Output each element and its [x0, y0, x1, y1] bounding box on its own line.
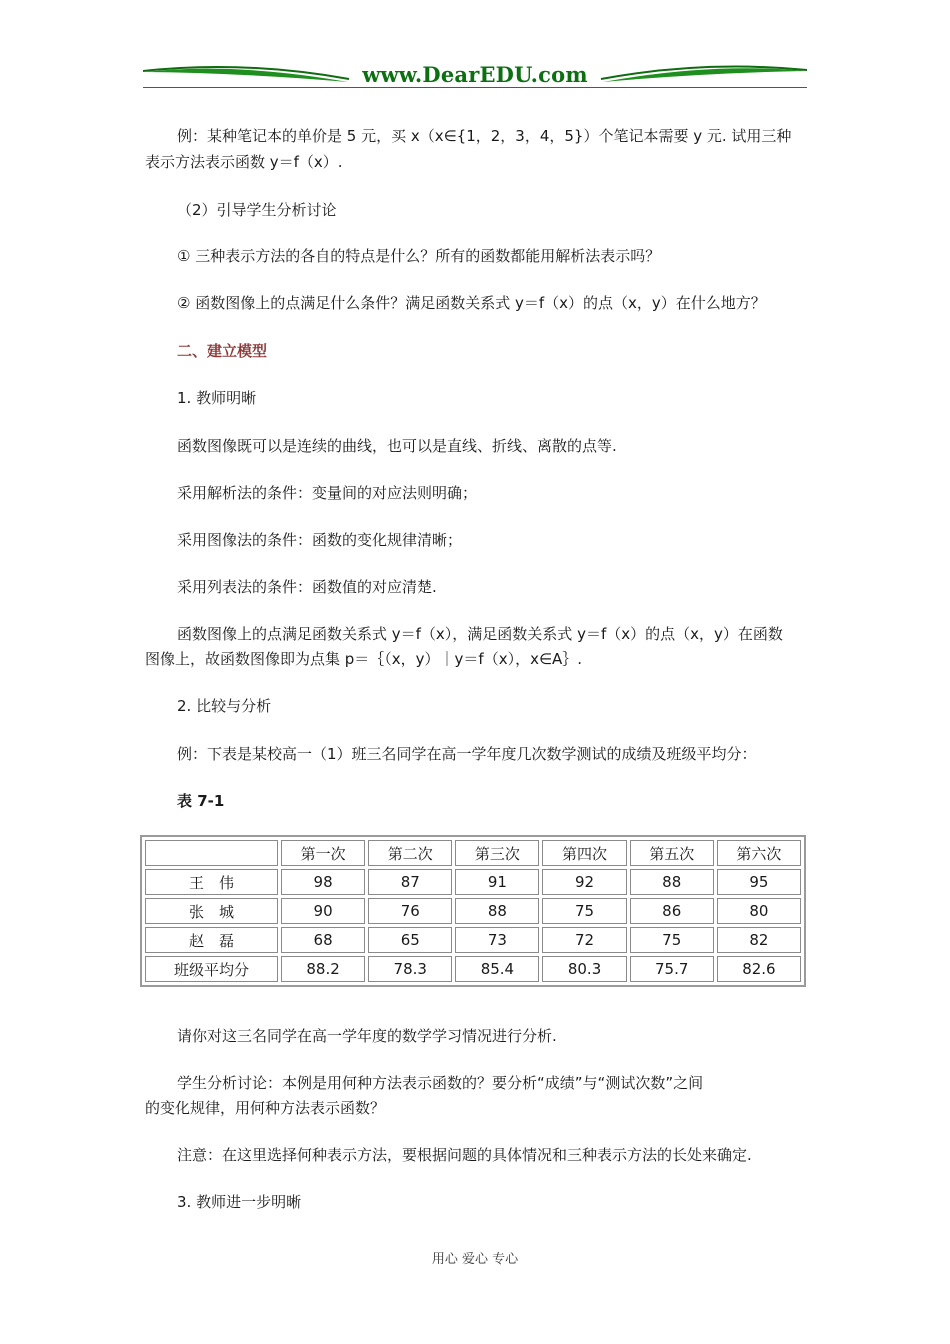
score-cell: 88 — [630, 869, 714, 895]
score-cell: 86 — [630, 898, 714, 924]
discussion-line-1: 学生分析讨论：本例是用何种方法表示函数的？要分析“成绩”与“测试次数”之间 — [177, 1074, 704, 1092]
average-cell: 78.3 — [368, 956, 452, 982]
average-cell: 82.6 — [717, 956, 801, 982]
site-logo-text[interactable]: www.DearEDU.com — [362, 62, 588, 87]
paragraph-analytic-condition: 采用解析法的条件：变量间的对应法则明确； — [177, 484, 478, 502]
table-header-cell: 第一次 — [281, 840, 365, 866]
table-header-row — [145, 840, 801, 866]
score-cell: 90 — [281, 898, 365, 924]
table-header-cell: 第五次 — [630, 840, 714, 866]
discussion-line-2: 的变化规律，用何种方法表示函数？ — [145, 1099, 386, 1117]
score-table — [140, 835, 806, 987]
header-rule — [143, 87, 807, 88]
row-label: 王 伟 — [145, 869, 278, 895]
paragraph-table-condition: 采用列表法的条件：函数值的对应清楚. — [177, 578, 437, 596]
average-cell: 85.4 — [455, 956, 539, 982]
score-cell: 72 — [542, 927, 626, 953]
example-1-line-1: 例：某种笔记本的单价是 5 元，买 x（x∈{1，2，3，4，5}）个笔记本需要 y 元. 试用三种 — [177, 127, 792, 145]
page-footer: 用心 爱心 专心 — [431, 1252, 519, 1267]
subsection-3-heading: 3. 教师进一步明晰 — [177, 1193, 302, 1211]
table-row — [145, 898, 801, 924]
paragraph-point-set-line-2: 图像上，故函数图像即为点集 p＝｛（x，y）｜y＝f（x），x∈A｝. — [145, 650, 583, 668]
paragraph-graph-types: 函数图像既可以是连续的曲线，也可以是直线、折线、离散的点等. — [177, 437, 617, 455]
row-label: 赵 磊 — [145, 927, 278, 953]
row-label: 班级平均分 — [145, 956, 278, 982]
table-row-class-average — [145, 956, 801, 982]
score-cell: 98 — [281, 869, 365, 895]
table-header-cell: 第四次 — [542, 840, 626, 866]
paragraph-graph-condition: 采用图像法的条件：函数的变化规律清晰； — [177, 531, 463, 549]
score-cell: 80 — [717, 898, 801, 924]
score-cell: 88 — [455, 898, 539, 924]
section-heading-build-model: 二、建立模型 — [177, 342, 268, 360]
score-cell: 87 — [368, 869, 452, 895]
score-cell: 95 — [717, 869, 801, 895]
example-2: 例：下表是某校高一（1）班三名同学在高一学年度几次数学测试的成绩及班级平均分： — [177, 745, 757, 763]
score-cell: 82 — [717, 927, 801, 953]
table-row — [145, 869, 801, 895]
table-row — [145, 927, 801, 953]
table-header-cell: 第三次 — [455, 840, 539, 866]
subsection-1-heading: 1. 教师明晰 — [177, 389, 257, 407]
score-cell: 76 — [368, 898, 452, 924]
site-header — [143, 60, 807, 90]
average-cell: 80.3 — [542, 956, 626, 982]
subsection-2-heading: 2. 比较与分析 — [177, 697, 272, 715]
score-cell: 92 — [542, 869, 626, 895]
row-label: 张 城 — [145, 898, 278, 924]
paragraph-point-set-line-1: 函数图像上的点满足函数关系式 y＝f（x），满足函数关系式 y＝f（x）的点（x，y）在函数 — [177, 625, 783, 643]
score-cell: 73 — [455, 927, 539, 953]
score-cell: 75 — [542, 898, 626, 924]
table-corner-cell — [145, 840, 278, 866]
average-cell: 75.7 — [630, 956, 714, 982]
table-title: 表 7-1 — [177, 792, 225, 810]
score-cell: 91 — [455, 869, 539, 895]
score-cell: 65 — [368, 927, 452, 953]
table-header-cell: 第六次 — [717, 840, 801, 866]
question-2: ② 函数图像上的点满足什么条件？满足函数关系式 y＝f（x）的点（x，y）在什么地方？ — [177, 294, 766, 312]
example-1-line-2: 表示方法表示函数 y＝f（x）. — [145, 153, 343, 171]
note-paragraph: 注意：在这里选择何种表示方法，要根据问题的具体情况和三种表示方法的长处来确定. — [177, 1146, 752, 1164]
score-cell: 75 — [630, 927, 714, 953]
question-1: ① 三种表示方法的各自的特点是什么？所有的函数都能用解析法表示吗？ — [177, 247, 661, 265]
guide-heading: （2）引导学生分析讨论 — [177, 201, 337, 219]
analysis-prompt: 请你对这三名同学在高一学年度的数学学习情况进行分析. — [177, 1027, 557, 1045]
score-cell: 68 — [281, 927, 365, 953]
average-cell: 88.2 — [281, 956, 365, 982]
table-header-cell: 第二次 — [368, 840, 452, 866]
